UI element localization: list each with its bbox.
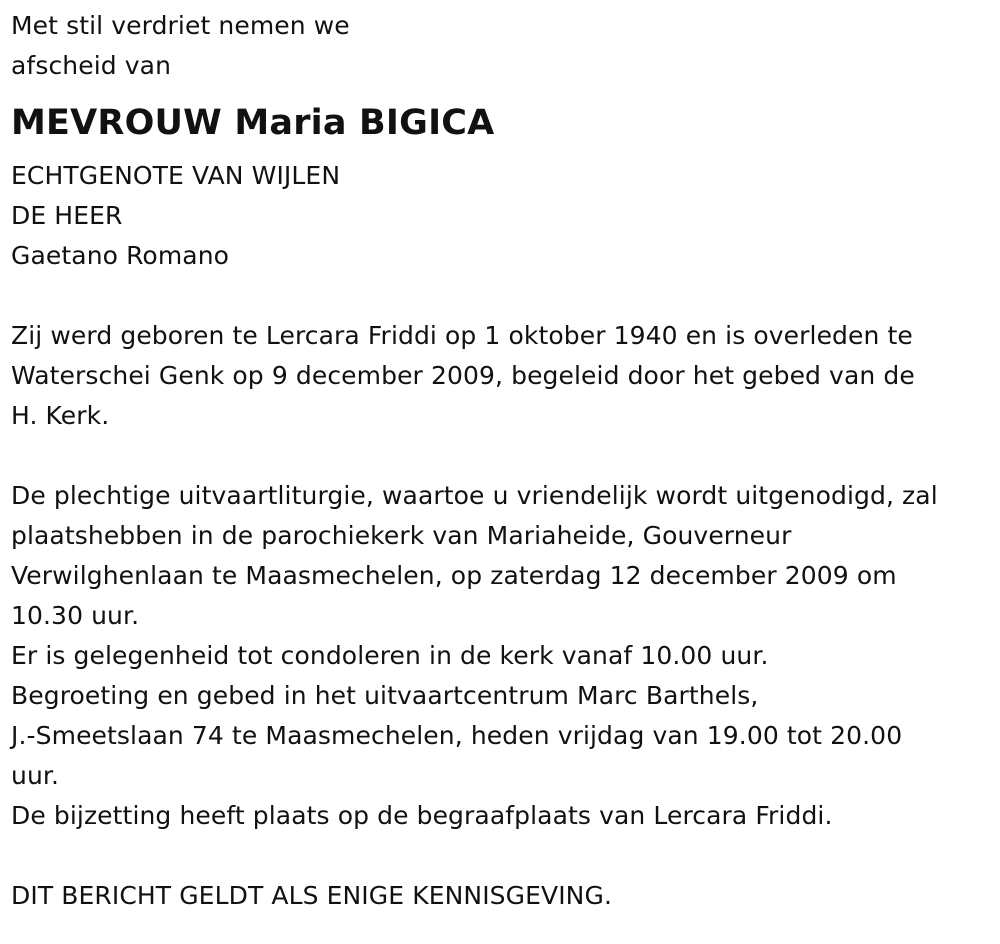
greeting-line-3: uur.	[11, 761, 60, 790]
obituary-notice	[11, 6, 996, 916]
spouse-name: Gaetano Romano	[11, 241, 230, 270]
spacer	[11, 276, 996, 316]
funeral-section	[11, 476, 996, 836]
birth-death-section	[11, 316, 996, 436]
birth-death-line-1: Zij werd geboren te Lercara Friddi op 1 oktober 1940 en is overleden te	[11, 321, 913, 350]
greeting-line-2: J.-Smeetslaan 74 te Maasmechelen, heden vrijdag van 19.00 tot 20.00	[11, 721, 903, 750]
intro-line-1: Met stil verdriet nemen we	[11, 11, 350, 40]
intro-line-2: afscheid van	[11, 51, 172, 80]
funeral-line-4: 10.30 uur.	[11, 601, 140, 630]
birth-death-line-2: Waterschei Genk op 9 december 2009, begeleid door het gebed van de	[11, 361, 915, 390]
greeting-line-1: Begroeting en gebed in het uitvaartcentrum Marc Barthels,	[11, 681, 759, 710]
spouse-section	[11, 156, 996, 276]
spacer	[11, 836, 996, 876]
spacer	[11, 436, 996, 476]
funeral-line-1: De plechtige uitvaartliturgie, waartoe u vriendelijk wordt uitgenodigd, zal	[11, 481, 938, 510]
closing-notice: DIT BERICHT GELDT ALS ENIGE KENNISGEVING.	[11, 881, 612, 910]
deceased-name: MEVROUW Maria BIGICA	[11, 103, 495, 143]
spouse-line-2: DE HEER	[11, 201, 123, 230]
funeral-line-3: Verwilghenlaan te Maasmechelen, op zaterdag 12 december 2009 om	[11, 561, 897, 590]
burial-line: De bijzetting heeft plaats op de begraafplaats van Lercara Friddi.	[11, 801, 833, 830]
intro-section	[11, 6, 996, 86]
funeral-line-2: plaatshebben in de parochiekerk van Mariaheide, Gouverneur	[11, 521, 792, 550]
spouse-line-1: ECHTGENOTE VAN WIJLEN	[11, 161, 341, 190]
birth-death-line-3: H. Kerk.	[11, 401, 110, 430]
condolence-line: Er is gelegenheid tot condoleren in de kerk vanaf 10.00 uur.	[11, 641, 769, 670]
